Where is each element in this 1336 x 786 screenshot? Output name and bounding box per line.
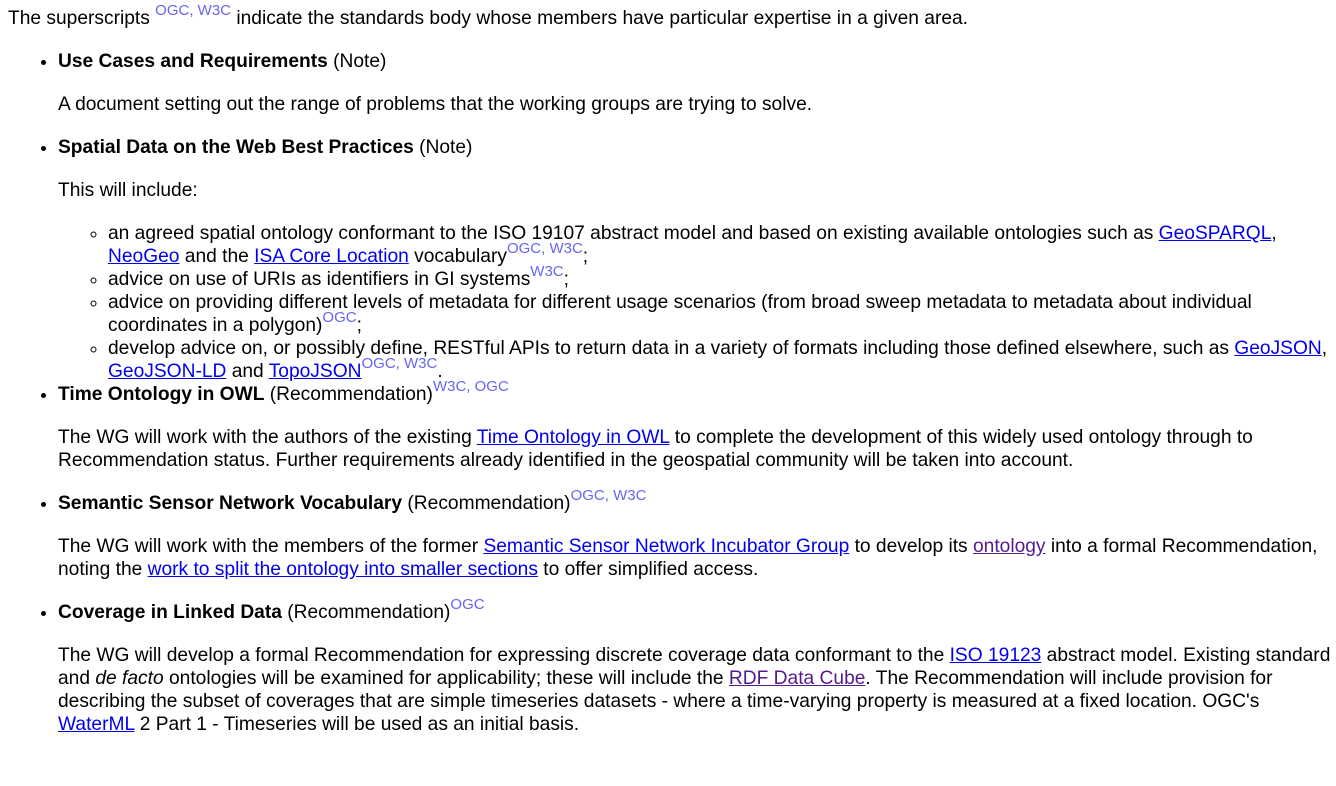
list-item-best-practices	[58, 136, 1336, 383]
link-topojson[interactable]: TopoJSON	[268, 361, 362, 382]
link-split-ontology[interactable]: work to split the ontology into smaller sections	[147, 559, 538, 580]
standards-superscript: W3C	[530, 262, 564, 280]
list-item-use-cases	[58, 50, 1336, 116]
link-ssn-incubator-group[interactable]: Semantic Sensor Network Incubator Group	[483, 536, 850, 557]
link-geosparql[interactable]: GeoSPARQL	[1158, 223, 1272, 244]
link-isa-core-location[interactable]: ISA Core Location	[254, 246, 409, 267]
deliverables-list	[8, 50, 1336, 736]
standards-superscript: OGC, W3C	[155, 1, 232, 19]
list-item-ssn-vocabulary	[58, 486, 1336, 581]
link-ontology[interactable]: ontology	[972, 536, 1046, 557]
item-title: • Coverage in Linked Data (Recommendation)$^{OGC}$	[58, 595, 485, 623]
standards-superscript: OGC	[450, 595, 485, 613]
link-waterml[interactable]: WaterML	[58, 714, 135, 735]
item-description: The WG will work with the authors of the existing Time Ontology in OWL to complete the development of this widely used ontology through to Recommendation status. Further requirements already identified in the geospatial community will be taken into account.	[58, 427, 1253, 471]
item-description: The WG will work with the members of the former Semantic Sensor Network Incubator Group to develop its ontology into a formal Recommendation, noting the work to split the ontology into smaller sections to offer simplified access.	[58, 536, 1318, 580]
sub-item-spatial-ontology: ◦ an agreed spatial ontology conformant to the ISO 19107 abstract model and based on existing available ontologies such as GeoSPARQL, NeoGeo and the ISA Core Location vocabulary$^{OGC, W3C}$;	[108, 222, 1336, 268]
standards-superscript: OGC, W3C	[506, 239, 583, 257]
item-description: A document setting out the range of problems that the working groups are trying to solve.	[58, 94, 813, 115]
standards-superscript: OGC	[322, 308, 357, 326]
standards-superscript: OGC, W3C	[361, 354, 438, 372]
link-time-ontology[interactable]: Time Ontology in OWL	[476, 427, 670, 448]
list-item-time-ontology	[58, 377, 1336, 472]
link-iso-19123[interactable]: ISO 19123	[949, 645, 1042, 666]
intro-paragraph: The superscripts $^{OGC, W3C}$ indicate the standards body whose members have particular expertise in a given area.	[8, 1, 969, 29]
list-item-coverage	[58, 595, 1336, 736]
link-geojson-ld[interactable]: GeoJSON-LD	[108, 361, 227, 382]
sub-item-restful-apis: ◦ develop advice on, or possibly define, RESTful APIs to return data in a variety of formats including those defined elsewhere, such as GeoJSON, GeoJSON-LD and TopoJSON$^{OGC, W3C}$.	[108, 337, 1336, 383]
standards-superscript: OGC, W3C	[570, 486, 647, 504]
item-title: • Semantic Sensor Network Vocabulary (Recommendation)$^{OGC, W3C}$	[58, 486, 647, 514]
sub-list	[58, 222, 1336, 383]
item-title: • Spatial Data on the Web Best Practices (Note)	[58, 137, 473, 158]
sub-item-metadata: ◦ advice on providing different levels of metadata for different usage scenarios (from broad sweep metadata to metadata about individual coordinates in a polygon)$^{OGC}$;	[108, 291, 1336, 337]
link-rdf-data-cube[interactable]: RDF Data Cube	[728, 668, 866, 689]
standards-superscript: W3C, OGC	[432, 377, 509, 395]
item-title: • Time Ontology in OWL (Recommendation)$^{W3C, OGC}$	[58, 377, 509, 405]
sub-item-uris: ◦ advice on use of URIs as identifiers in GI systems$^{W3C}$;	[108, 268, 1336, 291]
item-description: This will include:	[58, 180, 198, 201]
link-geojson[interactable]: GeoJSON	[1234, 338, 1322, 359]
link-neogeo[interactable]: NeoGeo	[108, 246, 180, 267]
item-description: The WG will develop a formal Recommendation for expressing discrete coverage data conformant to the ISO 19123 abstract model. Existing standard and de facto ontologies will be examined for applicability; these will include the RDF Data Cube. The Recommendation will include provision for describing the subset of coverages that are simple timeseries datasets - where a time-varying property is measured at a fixed location. OGC's WaterML 2 Part 1 - Timeseries will be used as an initial basis.	[58, 645, 1331, 735]
item-title: • Use Cases and Requirements (Note)	[58, 51, 387, 72]
